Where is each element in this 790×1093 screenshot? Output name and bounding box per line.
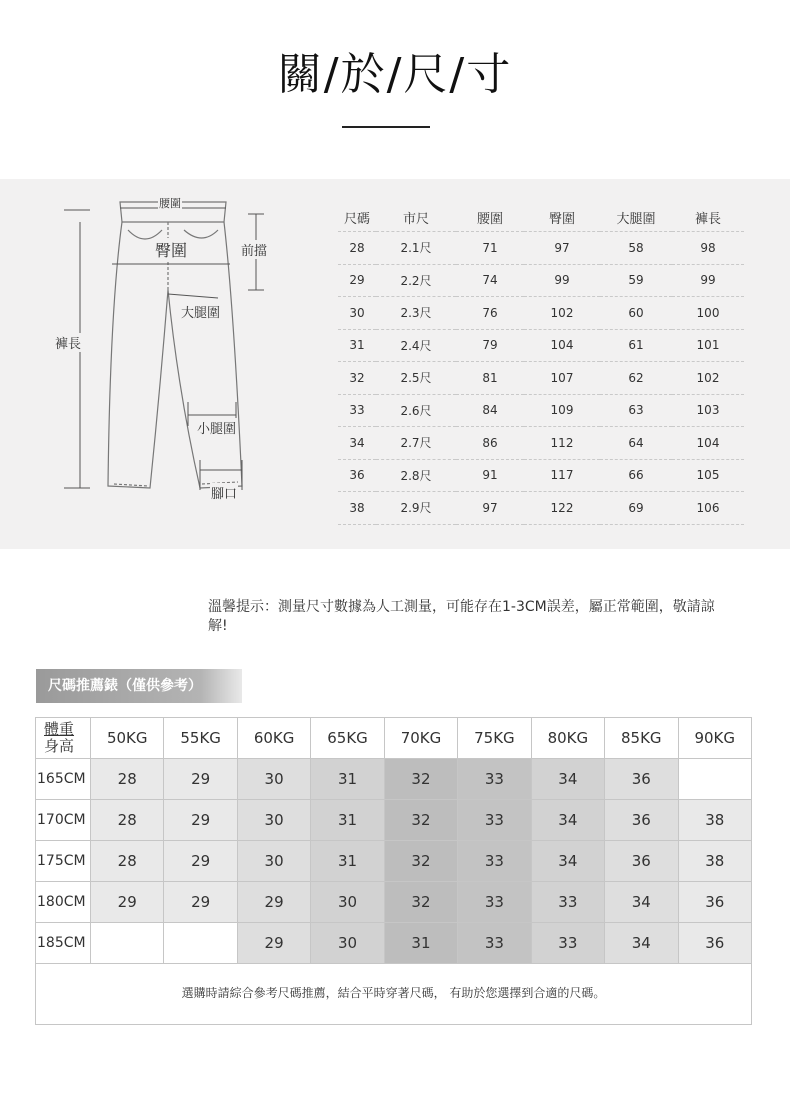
waist-label: 腰圍 <box>159 197 181 210</box>
page-title: 關/於/尺/寸 <box>277 49 513 100</box>
recommend-size-cell: 28 <box>91 841 164 882</box>
spec-cell: 122 <box>524 492 600 525</box>
weight-header-cell: 80KG <box>531 718 604 759</box>
recommend-size-cell: 33 <box>458 923 531 964</box>
recommend-size-cell: 33 <box>458 800 531 841</box>
spec-cell: 104 <box>524 329 600 362</box>
recommend-size-cell: 30 <box>237 759 310 800</box>
spec-cell: 109 <box>524 394 600 427</box>
recommend-corner-cell <box>36 718 91 759</box>
recommend-size-cell: 31 <box>384 923 457 964</box>
recommend-size-cell <box>164 923 237 964</box>
spec-cell: 30 <box>338 297 376 330</box>
spec-cell: 105 <box>672 459 744 492</box>
recommend-size-cell: 36 <box>605 800 678 841</box>
height-header-cell: 180CM <box>36 882 91 923</box>
spec-row <box>338 232 744 265</box>
spec-header-row <box>338 203 744 232</box>
recommend-size-cell: 33 <box>531 923 604 964</box>
spec-cell: 97 <box>456 492 524 525</box>
recommend-footer-text: 選購時請綜合參考尺碼推薦，結合平時穿著尺碼， 有助於您選擇到合適的尺碼。 <box>181 986 606 1000</box>
spec-cell: 102 <box>524 297 600 330</box>
recommend-size-cell: 34 <box>605 882 678 923</box>
weight-header-cell: 55KG <box>164 718 237 759</box>
spec-cell: 33 <box>338 394 376 427</box>
recommend-size-cell: 29 <box>164 759 237 800</box>
spec-cell: 62 <box>600 362 672 395</box>
spec-cell: 2.4尺 <box>376 329 456 362</box>
spec-cell: 100 <box>672 297 744 330</box>
corner-weight-label: 體重 <box>44 720 75 738</box>
recommend-size-cell: 29 <box>164 841 237 882</box>
spec-cell: 84 <box>456 394 524 427</box>
spec-cell: 107 <box>524 362 600 395</box>
spec-cell: 86 <box>456 427 524 460</box>
recommend-row <box>36 800 752 841</box>
recommend-size-cell <box>678 759 752 800</box>
height-header-cell: 185CM <box>36 923 91 964</box>
recommend-size-cell: 31 <box>311 841 384 882</box>
recommend-size-cell: 34 <box>531 800 604 841</box>
title-underline <box>342 126 430 128</box>
recommend-size-cell: 30 <box>311 923 384 964</box>
recommend-size-cell: 34 <box>531 759 604 800</box>
spec-cell: 71 <box>456 232 524 265</box>
spec-header-thigh: 大腿圍 <box>600 203 672 232</box>
weight-header-cell: 90KG <box>678 718 752 759</box>
weight-header-cell: 50KG <box>91 718 164 759</box>
recommend-size-cell: 30 <box>237 841 310 882</box>
spec-row <box>338 492 744 525</box>
length-label: 褲長 <box>54 333 82 352</box>
spec-cell: 58 <box>600 232 672 265</box>
spec-cell: 32 <box>338 362 376 395</box>
recommend-footer <box>35 964 752 1025</box>
weight-header-cell: 85KG <box>605 718 678 759</box>
spec-cell: 63 <box>600 394 672 427</box>
spec-cell: 59 <box>600 264 672 297</box>
size-spec-table <box>338 203 744 525</box>
hem-label: 腳口 <box>210 483 238 502</box>
spec-cell: 2.8尺 <box>376 459 456 492</box>
size-recommend-table <box>35 717 752 964</box>
spec-cell: 34 <box>338 427 376 460</box>
recommend-size-cell: 31 <box>311 759 384 800</box>
spec-row <box>338 329 744 362</box>
recommend-size-cell: 33 <box>458 841 531 882</box>
spec-cell: 2.5尺 <box>376 362 456 395</box>
spec-cell: 2.9尺 <box>376 492 456 525</box>
recommend-size-cell: 34 <box>605 923 678 964</box>
recommend-size-cell: 30 <box>311 882 384 923</box>
spec-cell: 66 <box>600 459 672 492</box>
recommend-size-cell: 36 <box>605 841 678 882</box>
recommend-tag: 尺碼推薦錶（僅供參考） <box>36 669 242 703</box>
spec-cell: 64 <box>600 427 672 460</box>
recommend-size-cell: 36 <box>605 759 678 800</box>
recommend-size-cell: 29 <box>237 923 310 964</box>
spec-cell: 38 <box>338 492 376 525</box>
calf-label: 小腿圍 <box>196 418 237 437</box>
spec-header-shichi: 市尺 <box>376 203 456 232</box>
spec-header-length: 褲長 <box>672 203 744 232</box>
recommend-size-cell: 33 <box>458 759 531 800</box>
spec-row <box>338 362 744 395</box>
spec-cell: 98 <box>672 232 744 265</box>
pants-diagram <box>50 190 290 510</box>
spec-cell: 74 <box>456 264 524 297</box>
spec-cell: 2.7尺 <box>376 427 456 460</box>
spec-row <box>338 394 744 427</box>
spec-cell: 2.1尺 <box>376 232 456 265</box>
weight-header-cell: 65KG <box>311 718 384 759</box>
recommend-size-cell: 29 <box>164 800 237 841</box>
spec-cell: 60 <box>600 297 672 330</box>
spec-row <box>338 459 744 492</box>
spec-cell: 106 <box>672 492 744 525</box>
recommend-size-cell: 38 <box>678 800 752 841</box>
spec-row <box>338 297 744 330</box>
weight-header-cell: 60KG <box>237 718 310 759</box>
recommend-size-cell: 34 <box>531 841 604 882</box>
spec-cell: 31 <box>338 329 376 362</box>
spec-cell: 112 <box>524 427 600 460</box>
spec-cell: 69 <box>600 492 672 525</box>
recommend-size-cell: 38 <box>678 841 752 882</box>
spec-cell: 36 <box>338 459 376 492</box>
spec-cell: 91 <box>456 459 524 492</box>
spec-header-size: 尺碼 <box>338 203 376 232</box>
thigh-label: 大腿圍 <box>180 302 221 321</box>
recommend-size-cell: 29 <box>237 882 310 923</box>
recommend-size-cell: 32 <box>384 759 457 800</box>
recommend-size-cell: 28 <box>91 800 164 841</box>
hip-label: 臀圍 <box>154 238 188 261</box>
spec-cell: 103 <box>672 394 744 427</box>
recommend-row <box>36 759 752 800</box>
recommend-size-cell: 36 <box>678 882 752 923</box>
spec-cell: 76 <box>456 297 524 330</box>
spec-row <box>338 264 744 297</box>
recommend-size-cell: 32 <box>384 882 457 923</box>
recommend-row <box>36 882 752 923</box>
spec-cell: 117 <box>524 459 600 492</box>
height-header-cell: 175CM <box>36 841 91 882</box>
recommend-size-cell: 32 <box>384 841 457 882</box>
spec-header-hip: 臀圍 <box>524 203 600 232</box>
recommend-size-cell <box>91 923 164 964</box>
recommend-size-cell: 29 <box>164 882 237 923</box>
recommend-size-cell: 33 <box>458 882 531 923</box>
rise-label: 前擋 <box>240 240 268 259</box>
height-header-cell: 170CM <box>36 800 91 841</box>
spec-cell: 2.2尺 <box>376 264 456 297</box>
recommend-size-cell: 32 <box>384 800 457 841</box>
spec-cell: 61 <box>600 329 672 362</box>
recommend-row <box>36 923 752 964</box>
weight-header-cell: 75KG <box>458 718 531 759</box>
recommend-size-cell: 28 <box>91 759 164 800</box>
corner-height-label: 身高 <box>44 737 75 755</box>
height-header-cell: 165CM <box>36 759 91 800</box>
recommend-row <box>36 841 752 882</box>
spec-cell: 99 <box>672 264 744 297</box>
spec-cell: 2.3尺 <box>376 297 456 330</box>
weight-header-cell: 70KG <box>384 718 457 759</box>
spec-cell: 99 <box>524 264 600 297</box>
spec-cell: 104 <box>672 427 744 460</box>
spec-header-waist: 腰圍 <box>456 203 524 232</box>
recommend-size-cell: 29 <box>91 882 164 923</box>
recommend-size-cell: 31 <box>311 800 384 841</box>
recommend-size-cell: 33 <box>531 882 604 923</box>
recommend-size-cell: 30 <box>237 800 310 841</box>
spec-cell: 79 <box>456 329 524 362</box>
spec-cell: 97 <box>524 232 600 265</box>
spec-cell: 29 <box>338 264 376 297</box>
spec-cell: 81 <box>456 362 524 395</box>
spec-row <box>338 427 744 460</box>
spec-cell: 2.6尺 <box>376 394 456 427</box>
measurement-note: 溫馨提示：測量尺寸數據為人工測量，可能存在1-3CM誤差，屬正常範圍，敬請諒解! <box>208 599 715 634</box>
spec-cell: 102 <box>672 362 744 395</box>
spec-cell: 101 <box>672 329 744 362</box>
spec-cell: 28 <box>338 232 376 265</box>
recommend-size-cell: 36 <box>678 923 752 964</box>
recommend-header-row <box>36 718 752 759</box>
